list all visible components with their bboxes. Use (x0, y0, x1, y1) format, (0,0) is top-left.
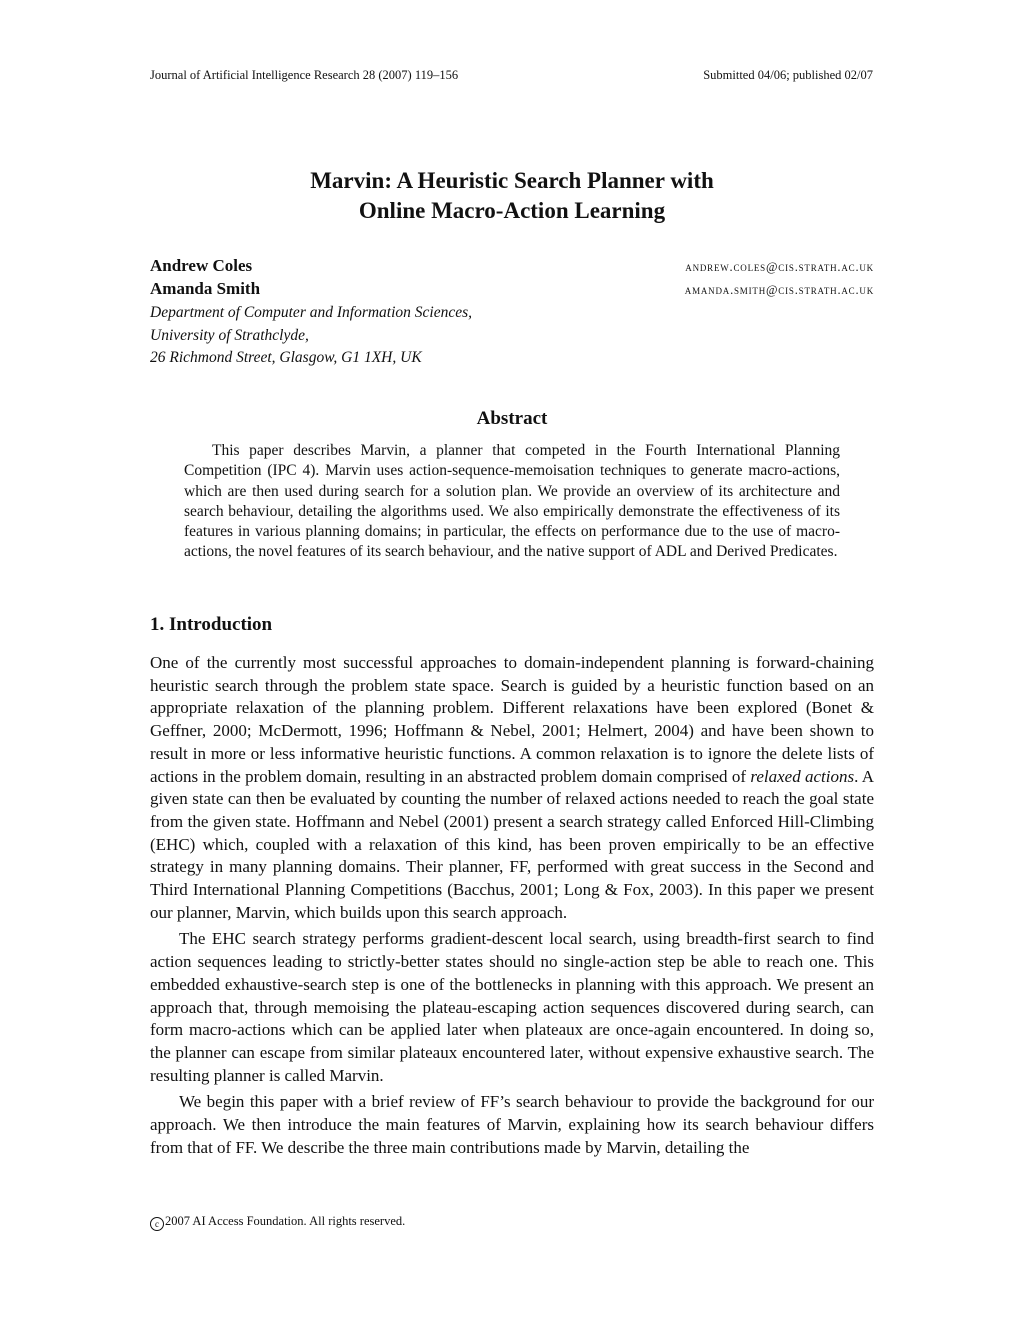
title-line-1: Marvin: A Heuristic Search Planner with (310, 168, 714, 193)
affiliation-line: University of Strathclyde, (150, 326, 309, 344)
abstract-text: This paper describes Marvin, a planner that competed in the Fourth International Planning Competition (IPC 4). Marvin uses action-sequence-memoisation techniques to generate macro-actions, which are then used during search for a solution plan. We provide an overview of its architecture and search behaviour, detailing the algorithms used. We also empirically demonstrate the effectiveness of its features in various planning domains; in particular, the effects on performance due to the use of macro-actions, the novel features of its search behaviour, and the native support of ADL and Derived Predicates. (184, 442, 840, 561)
copyright-footer (150, 1214, 405, 1231)
copyright-icon: c (150, 1217, 164, 1231)
paragraph: One of the currently most successful approaches to domain-independent planning is forward-chaining heuristic search through the problem state space. Search is guided by a heuristic function based on an appropriate relaxation of the planning problem. Different relaxations have been explored (Bonet & Geffner, 2000; McDermott, 1996; Hoffmann & Nebel, 2001; Helmert, 2004) and have been shown to result in more or less informative heuristic functions. A common relaxation is to ignore the delete lists of actions in the problem domain, resulting in an abstracted problem domain comprised of relaxed actions. A given state can then be evaluated by counting the number of relaxed actions needed to reach the goal state from the given state. Hoffmann and Nebel (2001) present a search strategy called Enforced Hill-Climbing (EHC) which, coupled with a relaxation of this kind, has been proven empirically to be an effective strategy in many planning domains. Their planner, FF, performed with great success in the Second and Third International Planning Competitions (Bacchus, 2001; Long & Fox, 2003). In this paper we present our planner, Marvin, which builds upon this search approach. (150, 653, 875, 922)
paragraph: The EHC search strategy performs gradient-descent local search, using breadth-first search to find action sequences leading to strictly-better states should no single-action step be able to reach one. This embedded exhaustive-search step is one of the bottlenecks in planning with this approach. We present an approach that, through memoising the plateau-escaping action sequences discovered during search, can form macro-actions which can be applied later when plateaux are once-again encountered. In doing so, the planner can escape from similar plateaux encountered later, without expensive exhaustive search. The resulting planner is called Marvin. (150, 929, 874, 1085)
copyright-text: 2007 AI Access Foundation. All rights reserved. (165, 1214, 406, 1228)
abstract-heading: Abstract (476, 408, 548, 429)
section-heading: 1. Introduction (150, 614, 273, 635)
author-row (150, 279, 874, 302)
emphasized-term: relaxed actions (750, 766, 855, 786)
affiliation-line: 26 Richmond Street, Glasgow, G1 1XH, UK (150, 349, 422, 366)
introduction-body (150, 652, 874, 1163)
affiliation-line: Department of Computer and Information Sciences, (150, 304, 473, 321)
author-email[interactable]: amanda.smith@cis.strath.ac.uk (684, 283, 874, 297)
paragraph: We begin this paper with a brief review of FF’s search behaviour to provide the background for our approach. We then introduce the main features of Marvin, explaining how its search behaviour differs from that of FF. We describe the three main contributions made by Marvin, detailing the (150, 1092, 874, 1157)
submission-dates: Submitted 04/06; published 02/07 (703, 68, 873, 82)
paper-title (0, 166, 1024, 226)
author-email[interactable]: andrew.coles@cis.strath.ac.uk (685, 260, 874, 274)
author-row (150, 256, 874, 279)
journal-header: Journal of Artificial Intelligence Research 28 (2007) 119–156 (150, 68, 459, 82)
title-line-2: Online Macro-Action Learning (358, 198, 666, 223)
author-name: Amanda Smith (150, 279, 261, 298)
author-block (150, 256, 874, 370)
author-name: Andrew Coles (150, 256, 253, 275)
affiliation (150, 302, 874, 370)
